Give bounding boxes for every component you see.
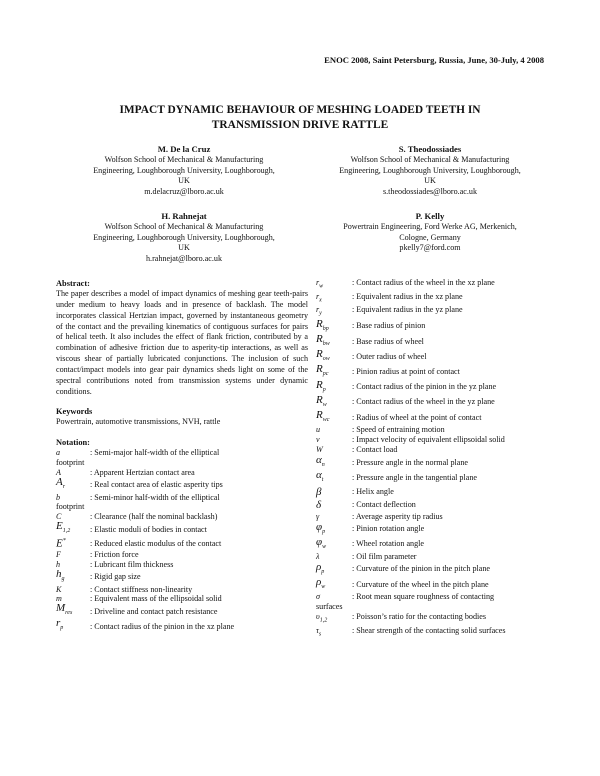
notation-row	[316, 486, 554, 499]
notation-description: : Apparent Hertzian contact area	[90, 467, 195, 477]
notation-symbol: λ	[316, 551, 320, 561]
author-affiliation: Engineering, Loughborough University, Loughborough,	[93, 232, 275, 242]
notation-description: : Reduced elastic modulus of the contact	[90, 538, 222, 548]
notation-description: : Pinion rotation angle	[352, 524, 425, 534]
notation-row	[316, 455, 554, 470]
notation-symbol: $E_{1,2}$	[56, 520, 71, 535]
notation-symbol: $A_r$	[56, 475, 66, 490]
notation-row	[316, 305, 554, 319]
notation-symbol: A	[56, 467, 61, 477]
notation-description: : Average asperity tip radius	[352, 511, 443, 521]
notation-row	[56, 512, 308, 522]
notation-description: : Rigid gap size	[90, 572, 141, 582]
author-affiliation: Wolfson School of Mechanical & Manufacturing	[104, 221, 264, 231]
notation-symbol: $R_{ow}$	[316, 348, 330, 363]
notation-row	[316, 319, 554, 334]
notation-symbol: $R_{pc}$	[316, 363, 329, 378]
notation-row	[316, 470, 554, 485]
notation-symbol: C	[56, 512, 62, 522]
notation-symbol: $h_g$	[56, 567, 65, 582]
author-affiliation: UK	[178, 176, 190, 186]
notation-symbol: $M_{res}$	[56, 602, 73, 617]
notation-description: : Outer radius of wheel	[352, 351, 427, 361]
notation-description: : Real contact area of elastic asperity tips	[90, 480, 223, 490]
notation-description: : Pinion radius at point of contact	[352, 366, 460, 376]
notation-description: : Base radius of pinion	[352, 321, 426, 331]
notation-description: : Contact load	[352, 445, 398, 455]
notation-symbol: β	[316, 486, 322, 499]
notation-row	[56, 619, 308, 634]
notation-description: : Contact radius of the wheel in the xz plane	[352, 278, 495, 287]
author-affiliation: Wolfson School of Mechanical & Manufacturing	[350, 154, 510, 164]
notation-symbol: $R_p$	[316, 378, 326, 393]
notation-description: : Semi-minor half-width of the elliptical	[90, 492, 220, 502]
notation-description: : Contact deflection	[352, 500, 416, 510]
notation-row	[316, 364, 554, 379]
notation-description: : Elastic moduli of bodies in contact	[90, 524, 207, 534]
notation-row	[316, 425, 554, 435]
author-block	[302, 144, 558, 198]
notation-description: : Equivalent radius in the xz plane	[352, 291, 463, 301]
notation-symbol: F	[56, 549, 61, 559]
notation-symbol: $r_y$	[316, 305, 322, 317]
abstract-text: The paper describes a model of impact dynamics of meshing gear teeth-pairs under medium to heavy loads and in presence of backlash. The model incorporates classical Hertzian impact, governed by instantaneous geometry of the contact and the prevailing kinematics of contiguous surfaces for pairs of helical teeth. It also includes the effect of flank friction, contributed by a combination of adhesive friction due to asperity-tip interactions, as well as viscous shear of partially lubricated conjunctions. The inclusion of such contact/impact models into gear pair dynamics sheds light on some of the spectral contributions noted from transmission systems under dynamic conditions.	[56, 289, 308, 396]
notation-row	[56, 493, 308, 503]
notation-symbol: $\alpha_n$	[316, 454, 325, 469]
notation-description: : Semi-major half-width of the elliptical	[90, 448, 220, 458]
notation-symbol: $\rho_w$	[316, 576, 326, 591]
notation-description: : Contact stiffness non-linearity	[90, 584, 193, 594]
notation-row	[56, 448, 308, 458]
notation-row	[316, 349, 554, 364]
notation-row	[316, 522, 554, 537]
author-name: P. Kelly	[415, 211, 445, 221]
author-email[interactable]: m.delacruz@lboro.ac.uk	[144, 187, 224, 197]
notation-symbol: m	[56, 594, 62, 604]
notation-symbol: $\varphi_w$	[316, 535, 327, 550]
notation-continuation: footprint	[56, 458, 85, 468]
notation-symbol: $r_w$	[316, 278, 324, 290]
notation-row	[316, 380, 554, 395]
notation-symbol: $\rho_p$	[316, 560, 325, 576]
notation-symbol: W	[316, 445, 323, 455]
notation-description: : Pressure angle in the tangential plane	[352, 472, 477, 482]
notation-symbol: K	[56, 584, 62, 594]
notation-description: : Radius of wheel at the point of contact	[352, 412, 482, 422]
keywords-heading: Keywords	[56, 407, 93, 417]
notation-description: : Pressure angle in the normal plane	[352, 457, 468, 467]
notation-description: : Driveline and contact patch resistance	[90, 606, 218, 616]
author-name: S. Theodossiades	[398, 144, 462, 154]
notation-row	[316, 562, 554, 577]
notation-symbol: b	[56, 492, 61, 502]
notation-symbol: $\varphi_p$	[316, 520, 326, 535]
notation-row	[316, 626, 554, 640]
author-affiliation: Cologne, Germany	[399, 232, 461, 242]
notation-description: : Contact radius of the wheel in the yz plane	[352, 397, 495, 407]
notation-row	[316, 592, 554, 602]
notation-row	[316, 612, 554, 626]
notation-description: : Helix angle	[352, 487, 394, 497]
author-block	[56, 144, 312, 198]
notation-row	[316, 577, 554, 592]
author-affiliation: Engineering, Loughborough University, Loughborough,	[93, 165, 275, 175]
notation-symbol: a	[56, 448, 61, 458]
notation-continuation: footprint	[56, 502, 85, 512]
notation-row	[56, 567, 308, 585]
notation-description: : Clearance (half the nominal backlash)	[90, 512, 218, 522]
notation-row	[56, 585, 308, 595]
author-affiliation: UK	[424, 176, 436, 186]
author-affiliation: UK	[178, 243, 190, 253]
paper-title: IMPACT DYNAMIC BEHAVIOUR OF MESHING LOADED TEETH IN TRANSMISSION DRIVE RATTLE	[119, 104, 481, 131]
notation-list-right	[316, 278, 554, 639]
notation-symbol: $R_{wc}$	[316, 408, 330, 424]
notation-symbol: $R_w$	[316, 393, 327, 408]
notation-description: : Impact velocity of equivalent ellipsoidal solid	[352, 435, 505, 445]
notation-symbol: $\tau_s$	[316, 625, 322, 638]
notation-symbol: $\upsilon_{1,2}$	[316, 612, 328, 624]
author-name: M. De la Cruz	[157, 144, 211, 154]
notation-description: : Speed of entraining motion	[352, 425, 445, 435]
notation-description: : Friction force	[90, 549, 139, 559]
author-name: H. Rahnejat	[161, 211, 207, 221]
notation-description: : Contact radius of the pinion in the xz plane	[90, 621, 235, 631]
notation-symbol: $R_{bp}$	[316, 317, 329, 333]
author-affiliation: Wolfson School of Mechanical & Manufacturing	[104, 154, 264, 164]
notation-row	[56, 550, 308, 560]
notation-description: : Poisson’s ratio for the contacting bodies	[352, 612, 486, 622]
notation-description: : Shear strength of the contacting solid surfaces	[352, 625, 506, 635]
notation-description: : Wheel rotation angle	[352, 539, 424, 549]
notation-description: : Curvature of the wheel in the pitch plane	[352, 579, 489, 589]
notation-row	[316, 292, 554, 306]
notation-row	[56, 468, 308, 478]
notation-row	[56, 475, 308, 493]
notation-row	[316, 395, 554, 410]
notation-description: : Base radius of wheel	[352, 336, 424, 346]
notation-row	[316, 410, 554, 425]
notation-symbol: v	[316, 435, 320, 445]
author-email[interactable]: s.theodossiades@lboro.ac.uk	[383, 187, 477, 197]
notation-symbol: $R_{bw}$	[316, 333, 330, 348]
notation-list-left	[56, 448, 308, 634]
notation-description: : Lubricant film thickness	[90, 559, 174, 569]
notation-row	[316, 445, 554, 455]
notation-row	[316, 552, 554, 562]
notation-description: : Contact radius of the pinion in the yz plane	[352, 382, 497, 392]
notation-row	[56, 537, 308, 550]
right-column	[316, 278, 554, 639]
notation-symbol: δ	[316, 499, 322, 512]
author-block	[56, 211, 312, 265]
author-block	[302, 211, 558, 254]
notation-symbol: γ	[316, 511, 320, 521]
keywords-text: Powertrain, automotive transmissions, NVH, rattle	[56, 417, 221, 427]
notation-row	[316, 278, 554, 292]
notation-symbol: $r_p$	[56, 617, 64, 632]
abstract-heading: Abstract:	[56, 279, 90, 288]
author-affiliation: Powertrain Engineering, Ford Werke AG, Merkenich,	[343, 221, 517, 231]
notation-row	[56, 522, 308, 537]
notation-row	[316, 537, 554, 552]
notation-row	[316, 499, 554, 512]
notation-heading: Notation:	[56, 438, 90, 448]
notation-symbol: h	[56, 559, 61, 569]
conference-header: ENOC 2008, Saint Petersburg, Russia, June, 30-July, 4 2008	[324, 55, 544, 65]
left-column	[56, 278, 308, 634]
notation-row	[316, 512, 554, 522]
author-affiliation: Engineering, Loughborough University, Loughborough,	[339, 165, 521, 175]
notation-continuation: surfaces	[316, 602, 343, 612]
author-email[interactable]: h.rahnejat@lboro.ac.uk	[146, 254, 222, 264]
notation-row	[56, 604, 308, 619]
notation-symbol: σ	[316, 592, 320, 602]
notation-row	[56, 594, 308, 604]
notation-row	[56, 560, 308, 570]
notation-row	[316, 334, 554, 349]
notation-row	[316, 435, 554, 445]
notation-description: : Oil film parameter	[352, 551, 417, 561]
notation-description: : Root mean square roughness of contacting	[352, 592, 495, 602]
notation-symbol: $\alpha_t$	[316, 469, 324, 484]
notation-symbol: $r_x$	[316, 291, 322, 304]
notation-symbol: E*	[56, 537, 66, 550]
notation-description: : Equivalent radius in the yz plane	[352, 305, 463, 315]
notation-description: : Curvature of the pinion in the pitch plane	[352, 564, 491, 574]
notation-symbol: u	[316, 425, 321, 435]
author-email[interactable]: pkelly7@ford.com	[399, 243, 461, 253]
notation-description: : Equivalent mass of the ellipsoidal solid	[90, 594, 222, 604]
